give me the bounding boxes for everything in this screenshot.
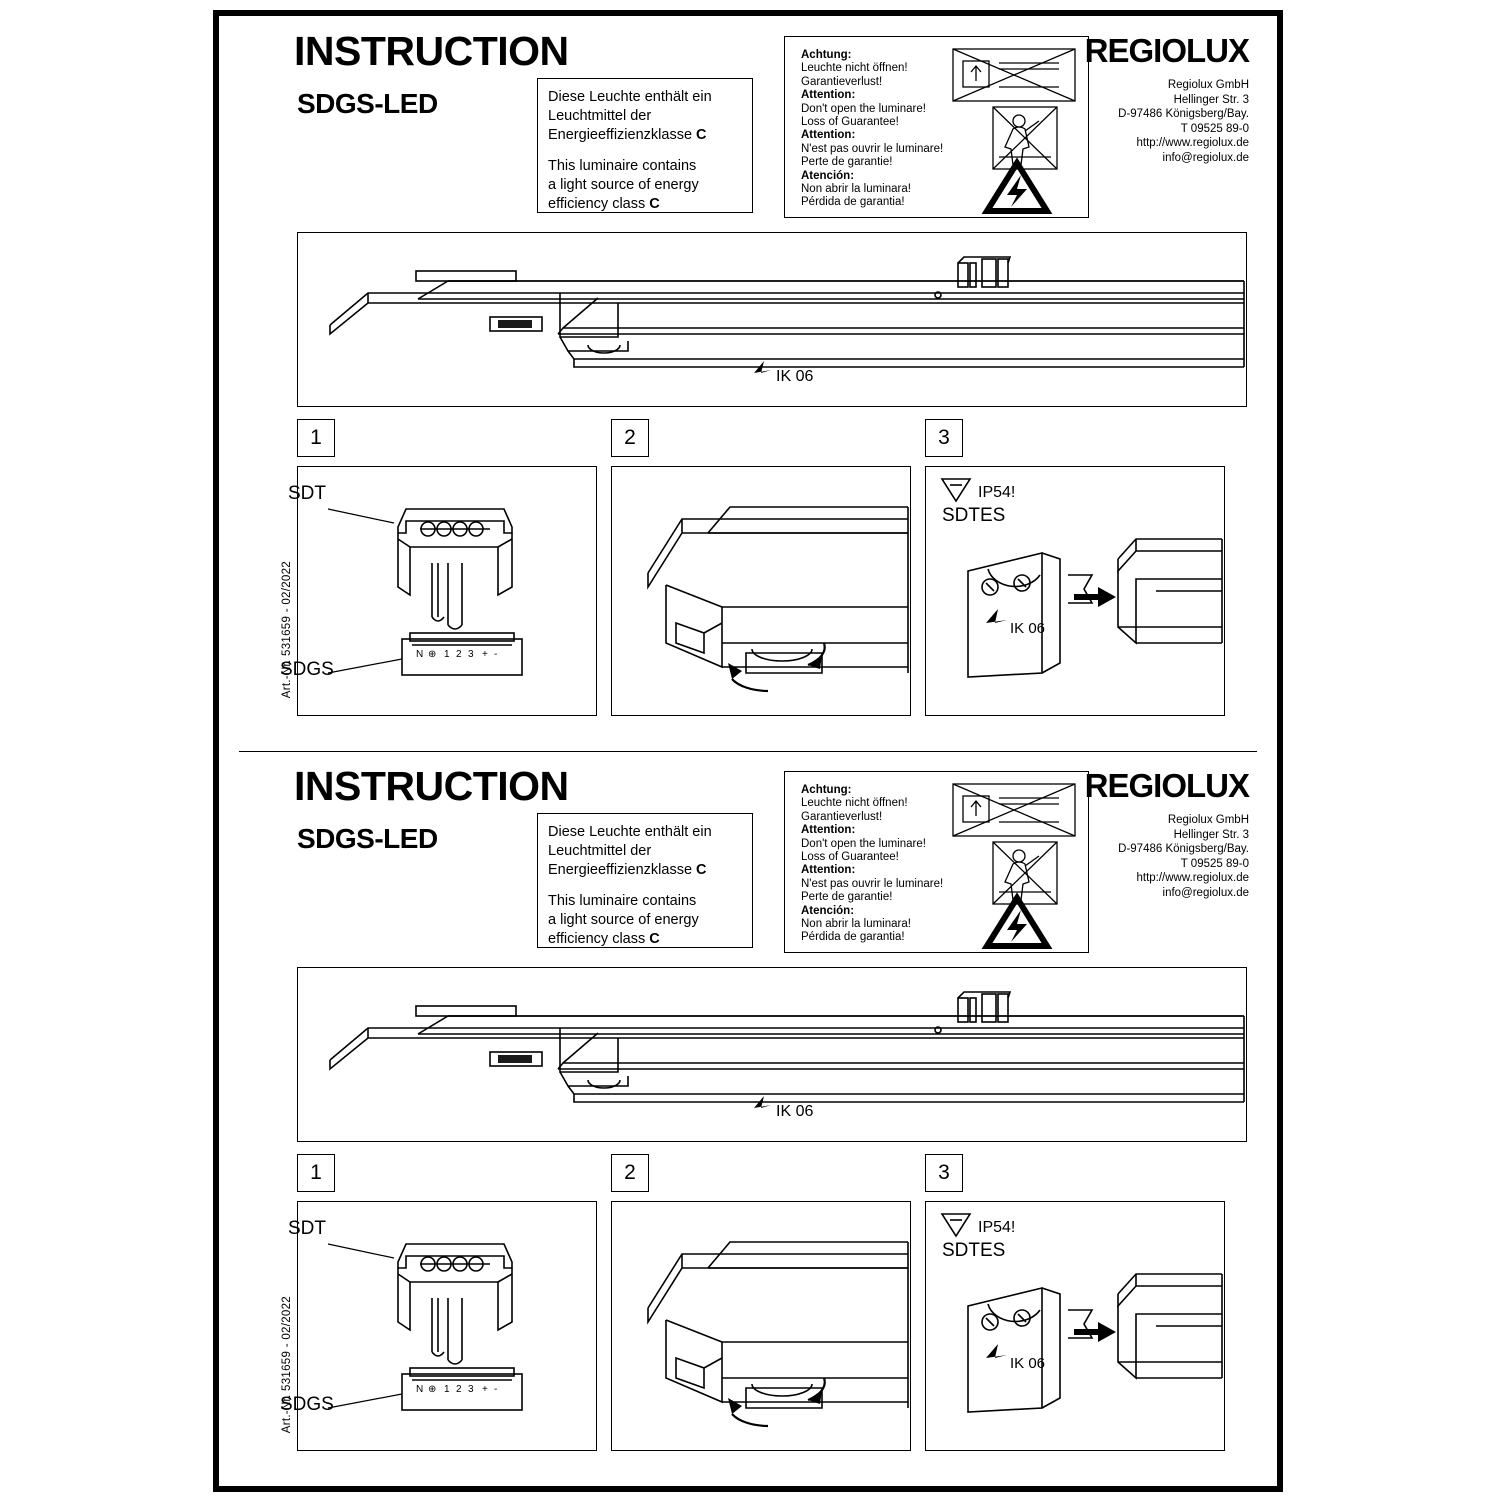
warning-line-en-1: Don't open the luminare! — [801, 102, 926, 115]
efficiency-de-line-3-text: Energieeffizienzklasse — [548, 127, 697, 143]
svg-text:+: + — [482, 649, 488, 660]
efficiency-en-line-3-text-2: efficiency class — [548, 931, 650, 947]
warning-line-en-2-2: Loss of Guarantee! — [801, 851, 899, 864]
svg-text:3: 3 — [468, 649, 474, 660]
warning-line-de-1: Leuchte nicht öffnen! — [801, 62, 908, 75]
step-number-1: 1 — [297, 419, 335, 457]
brand-address-line-6: info@regiolux.de — [1162, 151, 1249, 164]
instruction-sheet-top — [219, 16, 1277, 751]
brand-logo-2: REGIOLUX — [1084, 767, 1249, 804]
warning-line-fr-1: N'est pas ouvrir le luminare! — [801, 142, 944, 155]
step-3-ik-label: IK 06 — [1010, 620, 1046, 637]
insertion-arrow — [1074, 587, 1116, 607]
warning-pictograms-2 — [947, 780, 1082, 950]
brand-address-line-2-2: Hellinger Str. 3 — [1173, 828, 1249, 841]
warning-line-en-1-2: Don't open the luminare! — [801, 837, 926, 850]
efficiency-en-line-1-2: This luminaire contains — [548, 893, 697, 909]
overview-figure-2 — [297, 967, 1247, 1142]
page-border — [213, 10, 1283, 1492]
page-title-2: INSTRUCTION — [294, 763, 569, 809]
svg-text:-: - — [494, 649, 498, 660]
page-title: INSTRUCTION — [294, 28, 569, 74]
brand-address-line-3: D-97486 Königsberg/Bay. — [1118, 108, 1249, 120]
brand-address-2 — [1118, 813, 1249, 900]
svg-text:⊕: ⊕ — [428, 649, 437, 660]
svg-text:2: 2 — [456, 1384, 462, 1395]
article-number: Art.-Nr. 531659 - 02/2022 — [281, 561, 293, 699]
overview-figure — [297, 232, 1247, 407]
ik-rating-label: IK 06 — [776, 368, 814, 385]
ik-rating-label-2: IK 06 — [776, 1103, 814, 1120]
svg-text:-: - — [494, 1384, 498, 1395]
step-number-3-2: 3 — [925, 1154, 963, 1192]
brand-address-line-5: http://www.regiolux.de — [1136, 137, 1249, 149]
luminaire-drawing-2 — [298, 968, 1246, 1141]
ip54-label: IP54! — [978, 484, 1016, 501]
product-name: SDGS-LED — [297, 88, 438, 119]
brand-address-line-3-2: D-97486 Königsberg/Bay. — [1118, 843, 1249, 855]
step-3-label-sdtes: SDTES — [942, 505, 1006, 526]
high-voltage-icon-2 — [987, 898, 1047, 946]
efficiency-de-line-1-2: Diese Leuchte enthält ein — [548, 824, 712, 840]
efficiency-en-class-2: C — [649, 931, 660, 947]
efficiency-de-line-2: Leuchtmittel der — [548, 108, 652, 124]
warning-heading-en: Attention: — [801, 89, 856, 102]
energy-efficiency-box — [537, 78, 753, 213]
article-number-2: Art.-Nr. 531659 - 02/2022 — [281, 1296, 293, 1434]
step-3-ik-label-2: IK 06 — [1010, 1355, 1046, 1372]
warning-line-de-2: Garantieverlust! — [801, 75, 883, 88]
step-1-drawing — [298, 467, 596, 715]
step-1-drawing-2 — [298, 1202, 596, 1450]
efficiency-en-line-3-2 — [548, 930, 742, 949]
warning-line-en-2: Loss of Guarantee! — [801, 116, 899, 129]
svg-text:⊕: ⊕ — [428, 1384, 437, 1395]
warning-heading-es-2: Atención: — [801, 904, 855, 917]
brand-address-line-4-2: T 09525 89-0 — [1180, 857, 1249, 870]
svg-text:+: + — [482, 1384, 488, 1395]
ip54-label-2: IP54! — [978, 1219, 1016, 1236]
svg-text:N: N — [416, 1384, 424, 1395]
warning-line-es-1-2: Non abrir la luminara! — [801, 918, 911, 931]
instruction-sheet-bottom — [219, 751, 1277, 1486]
step-2-drawing — [612, 467, 910, 715]
high-voltage-icon — [987, 163, 1047, 211]
warning-heading-de: Achtung: — [801, 49, 852, 61]
efficiency-de-line-2-2: Leuchtmittel der — [548, 843, 652, 859]
efficiency-en-line-3 — [548, 195, 742, 214]
warning-line-de-1-2: Leuchte nicht öffnen! — [801, 797, 908, 810]
brand-address-line-1-2: Regiolux GmbH — [1167, 814, 1249, 826]
step-1-label-sdgs-2: SDGS — [280, 1394, 334, 1415]
brand-address-line-5-2: http://www.regiolux.de — [1136, 872, 1249, 884]
brand-address-line-6-2: info@regiolux.de — [1162, 886, 1249, 899]
efficiency-de-line-1: Diese Leuchte enthält ein — [548, 89, 712, 105]
efficiency-de-class-2: C — [696, 862, 707, 878]
product-name-2: SDGS-LED — [297, 823, 438, 854]
warning-heading-en-2: Attention: — [801, 824, 856, 837]
warning-box-2 — [784, 771, 1089, 953]
efficiency-de-line-3-2 — [548, 861, 742, 880]
step-2-drawing-2 — [612, 1202, 910, 1450]
ik06-marker-2 — [754, 1096, 813, 1120]
warning-text-block — [793, 43, 959, 216]
luminaire-drawing — [298, 233, 1246, 406]
ip54-icon-2 — [942, 1214, 970, 1236]
ip54-icon — [942, 479, 970, 501]
terminal-markings — [416, 649, 497, 660]
step-1-label-sdgs: SDGS — [280, 659, 334, 680]
step-1-label-sdt-2: SDT — [288, 1218, 326, 1239]
warning-box — [784, 36, 1089, 218]
step-3-label-sdtes-2: SDTES — [942, 1240, 1006, 1261]
svg-text:3: 3 — [468, 1384, 474, 1395]
step-number-2: 2 — [611, 419, 649, 457]
warning-line-fr-2-2: Perte de garantie! — [801, 891, 893, 904]
efficiency-en-class: C — [649, 196, 660, 212]
warning-pictograms — [947, 45, 1082, 215]
step-number-1-2: 1 — [297, 1154, 335, 1192]
efficiency-en-line-1: This luminaire contains — [548, 158, 697, 174]
warning-heading-es: Atención: — [801, 169, 855, 182]
brand-address-line-4: T 09525 89-0 — [1180, 122, 1249, 135]
insertion-arrow-2 — [1074, 1322, 1116, 1342]
warning-heading-de-2: Achtung: — [801, 784, 852, 796]
terminal-markings-2 — [416, 1384, 497, 1395]
efficiency-de-line-3-text-2: Energieeffizienzklasse — [548, 862, 697, 878]
efficiency-de-class: C — [696, 127, 707, 143]
step-1-label-sdt: SDT — [288, 483, 326, 504]
svg-text:2: 2 — [456, 649, 462, 660]
efficiency-de-line-3 — [548, 126, 742, 145]
efficiency-en-line-2-2: a light source of energy — [548, 912, 699, 928]
svg-text:N: N — [416, 649, 424, 660]
brand-address — [1118, 78, 1249, 165]
step-2-figure — [611, 466, 911, 716]
brand-address-line-2: Hellinger Str. 3 — [1173, 93, 1249, 106]
warning-line-es-2: Pérdida de garantia! — [801, 196, 905, 209]
warning-heading-fr: Attention: — [801, 129, 856, 142]
warning-line-fr-1-2: N'est pas ouvrir le luminare! — [801, 877, 944, 890]
svg-text:1: 1 — [444, 1384, 450, 1395]
energy-efficiency-box-2 — [537, 813, 753, 948]
warning-line-fr-2: Perte de garantie! — [801, 156, 893, 169]
warning-line-es-1: Non abrir la luminara! — [801, 183, 911, 196]
step-2-figure-2 — [611, 1201, 911, 1451]
efficiency-en-line-2: a light source of energy — [548, 177, 699, 193]
efficiency-en-line-3-text: efficiency class — [548, 196, 650, 212]
warning-line-de-2-2: Garantieverlust! — [801, 810, 883, 823]
step-3-figure-2 — [925, 1201, 1225, 1451]
warning-text-block-2 — [793, 778, 959, 951]
warning-line-es-2-2: Pérdida de garantia! — [801, 931, 905, 944]
step-number-2-2: 2 — [611, 1154, 649, 1192]
step-number-3: 3 — [925, 419, 963, 457]
ik06-marker — [754, 361, 813, 385]
step-3-figure — [925, 466, 1225, 716]
brand-address-line-1: Regiolux GmbH — [1167, 79, 1249, 91]
svg-text:1: 1 — [444, 649, 450, 660]
warning-heading-fr-2: Attention: — [801, 864, 856, 877]
brand-logo: REGIOLUX — [1084, 32, 1249, 69]
